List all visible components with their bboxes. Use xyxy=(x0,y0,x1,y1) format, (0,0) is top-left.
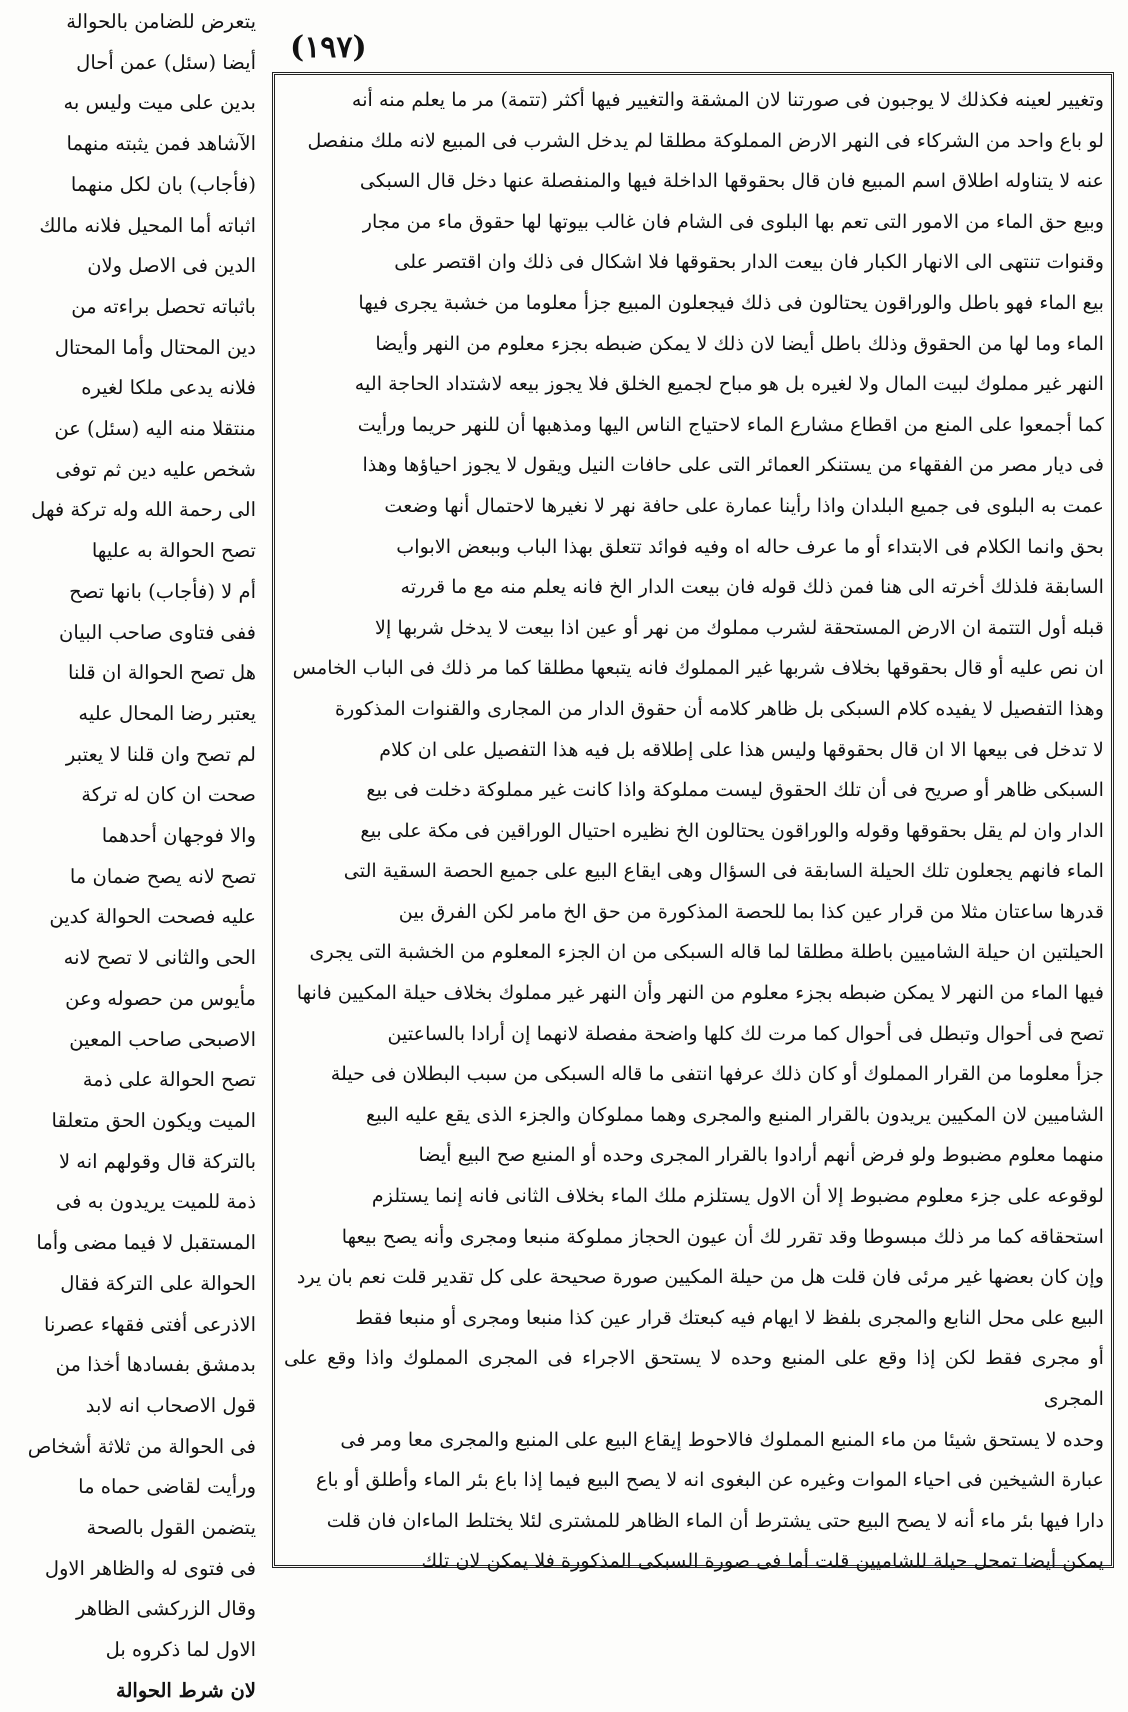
margin-text-line: فى فتوى له والظاهر الاول xyxy=(44,1556,256,1580)
main-text-line: بحق وانما الكلام فى الابتداء أو ما عرف حاله اه وفيه فوائد تتعلق بهذا الباب وببعض الابواب xyxy=(396,534,1104,558)
margin-text-line: فلانه يدعى ملكا لغيره xyxy=(81,376,256,400)
main-text-line: فى ديار مصر من الفقهاء من يستنكر العمائر التى على حافات النيل ويقول لا يجوز احياؤها وهذا xyxy=(362,453,1104,477)
page-number: (۱۹۷) xyxy=(290,30,367,65)
margin-text-line: الاول لما ذكروه بل xyxy=(105,1638,256,1662)
margin-text-line: اثباته أما المحيل فلانه مالك xyxy=(39,213,256,237)
main-text-column xyxy=(284,80,1104,1573)
margin-text-line: وقال الزركشى الظاهر xyxy=(75,1597,256,1621)
main-text-line: عنه لا يتناوله اطلاق اسم المبيع فان قال بحقوقها الداخلة فيها والمنفصلة عنها دخل قال السبكى xyxy=(359,169,1104,193)
margin-text-line: الآشاهد فمن يثبته منهما xyxy=(66,132,256,156)
margin-text-line: الى رحمة الله وله تركة فهل xyxy=(31,498,256,522)
margin-text-line: أيضا (سئل) عمن أحال xyxy=(76,50,256,74)
main-text-line: وبيع حق الماء من الامور التى تعم بها البلوى فى الشام فان غالب بيوتها لها حقوق ماء من مجار xyxy=(362,209,1104,233)
margin-text-line: ورأيت لقاضى حماه ما xyxy=(78,1475,256,1499)
margin-text-line: الدين فى الاصل ولان xyxy=(87,254,256,278)
main-text-line: تصح فى أحوال وتبطل فى أحوال كما مرت لك كلها واضحة مفصلة لانهما إن أرادا بالساعتين xyxy=(387,1021,1104,1045)
margin-commentary-column xyxy=(6,2,256,1702)
main-text-line: منهما معلوم مضبوط ولو فرض أنهم أرادوا بالقرار المجرى وحده أو المنبع صح البيع أيضا xyxy=(418,1143,1104,1167)
main-text-line: كما أجمعوا على المنع من اقطاع مشارع الماء لاحتياج الناس اليها ومذهبها أن للنهر حريما ورأيت xyxy=(357,412,1104,436)
margin-text-line: الاصبحى صاحب المعين xyxy=(69,1027,256,1051)
main-text-line: دارا فيها بئر ماء أنه لا يصح البيع حتى يشترط أن الماء الظاهر للمشترى لئلا يختلط الماءان فان قلت xyxy=(326,1508,1104,1532)
margin-text-line: دين المحتال وأما المحتال xyxy=(54,335,256,359)
main-text-line: وهذا التفصيل لا يفيده كلام السبكى بل ظاهر كلامه أن حقوق الدار من المجارى والقنوات المذكورة xyxy=(334,696,1104,720)
main-text-line: النهر غير مملوك لبيت المال ولا لغيره بل هو مباح لجميع الخلق فلا يجوز بيعه لاشتداد الحاجة اليه xyxy=(354,372,1104,396)
main-text-line: الشاميين لان المكيين يريدون بالقرار المنبع والمجرى وهما مملوكان والجزء الذى يقع عليه البيع xyxy=(365,1102,1104,1126)
margin-text-line: أم لا (فأجاب) بانها تصح xyxy=(69,579,256,603)
main-text-line: أو مجرى فقط لكن إذا وقع على المنبع وحده لا يستحق الاجراء فى المجرى المملوك واذا وقع على المجرى xyxy=(284,1346,1104,1410)
margin-text-line: والا فوجهان أحدهما xyxy=(101,824,256,848)
main-text-line: عبارة الشيخين فى احياء الموات وغيره عن البغوى انه لا يصح البيع فيما إذا باع بئر الماء وأطلق أو باع xyxy=(316,1468,1104,1492)
margin-text-line: الحوالة على التركة فقال xyxy=(60,1271,256,1295)
margin-text-line: هل تصح الحوالة ان قلنا xyxy=(68,661,256,685)
margin-text-line: تصح الحوالة على ذمة xyxy=(82,1068,256,1092)
margin-text-line: شخص عليه دين ثم توفى xyxy=(55,457,256,481)
margin-text-line: الميت ويكون الحق متعلقا xyxy=(51,1108,256,1132)
margin-text-line: لم تصح وان قلنا لا يعتبر xyxy=(65,742,256,766)
main-text-line: الماء وما لها من الحقوق وذلك باطل أيضا لان ذلك لا يمكن ضبطه بجزء معلوم من النهر وأيضا xyxy=(375,331,1104,355)
margin-text-line: بدمشق بفسادها أخذا من xyxy=(55,1353,256,1377)
main-text-line: الدار وان لم يقل بحقوقها وقوله والوراقون يحتالون الخ نظيره احتيال الوراقين فى مكة على بيع xyxy=(360,818,1104,842)
main-text-line: يمكن أيضا تمحل حيلة للشاميين قلت أما فى صورة السبكى المذكورة فلا يمكن لان تلك xyxy=(421,1549,1104,1573)
main-text-line: جزأ معلوما من القرار المملوك أو كان ذلك عرفها انتفى ما قاله السبكى من سبب البطلان فى حيلة xyxy=(330,1062,1104,1086)
margin-text-line: (فأجاب) بان لكل منهما xyxy=(70,172,256,196)
main-text-line: لا تدخل فى بيعها الا ان قال بحقوقها وليس هذا على إطلاقه بل فيه هذا التفصيل على ان كلام xyxy=(379,737,1104,761)
margin-text-line: ذمة للميت يريدون به فى xyxy=(55,1190,256,1214)
margin-text-line: لان شرط الحوالة xyxy=(116,1678,256,1702)
main-text-line: وقنوات تنتهى الى الانهار الكبار فان بيعت الدار بحقوقها فلا اشكال فى ذلك وان اقتصر على xyxy=(394,250,1104,274)
main-text-line: عمت به البلوى فى جميع البلدان واذا رأينا عمارة على حافة نهر لا نغيرها لاحتمال أنها وضعت xyxy=(384,493,1104,517)
main-text-line: لوقوعه على جزء معلوم مضبوط إلا أن الاول يستلزم ملك الماء بخلاف الثانى فانه إنما يستلزم xyxy=(371,1184,1104,1208)
main-text-line: استحقاقه كما مر ذلك مبسوطا وقد تقرر لك أن عيون الحجاز مملوكة منبعا ومجرى وأنه يصح بيعها xyxy=(341,1224,1104,1248)
main-text-line: قبله أول التتمة ان الارض المستحقة لشرب مملوك من نهر أو عين اذا بيعت لا يدخل شربها إلا xyxy=(375,615,1104,639)
margin-text-line: يتعرض للضامن بالحوالة xyxy=(66,10,256,33)
margin-text-line: بالتركة قال وقولهم انه لا xyxy=(58,1149,256,1173)
main-text-line: البيع على محل النابع والمجرى بلفظ لا ايهام فيه كبعتك قرار عين كذا منبعا ومجرى أو منبعا فقط xyxy=(355,1305,1104,1329)
margin-text-line: قول الاصحاب انه لابد xyxy=(85,1393,256,1417)
margin-text-line: فى الحوالة من ثلاثة أشخاص xyxy=(27,1434,256,1458)
margin-text-line: ففى فتاوى صاحب البيان xyxy=(59,620,256,644)
margin-text-line: منتقلا منه اليه (سئل) عن xyxy=(54,417,256,441)
main-text-line: السابقة فلذلك أخرته الى هنا فمن ذلك قوله فان بيعت الدار الخ فانه يعلم منه مع ما قررته xyxy=(400,575,1104,599)
margin-text-line: تصح الحوالة به عليها xyxy=(91,539,256,563)
main-text-line: لو باع واحد من الشركاء فى النهر الارض المملوكة مطلقا لم يدخل الشرب فى المبيع لانه ملك منفصل xyxy=(307,128,1104,152)
margin-text-line: عليه فصحت الحوالة كدين xyxy=(49,905,256,929)
margin-text-line: باثباته تحصل براءته من xyxy=(71,294,256,318)
margin-text-line: تصح لانه يصح ضمان ما xyxy=(69,864,256,888)
main-text-line: بيع الماء فهو باطل والوراقون يحتالون فى ذلك فيجعلون المبيع جزأ معلوما من خشبة يجرى فيها xyxy=(358,290,1104,314)
main-text-line: السبكى ظاهر أو صريح فى أن تلك الحقوق ليست مملوكة واذا كانت غير مملوكة دخلت فى بيع xyxy=(366,778,1104,802)
main-text-line: وتغيير لعينه فكذلك لا يوجبون فى صورتنا لان المشقة والتغيير فيها أكثر (تتمة) مر ما يعلم منه أنه xyxy=(351,88,1104,111)
main-text-line: ان نص عليه أو قال بحقوقها بخلاف شربها غير المملوك فانه يتبعها مطلقا كما مر ذلك فى الباب الخامس xyxy=(292,656,1104,680)
margin-text-line: صحت ان كان له تركة xyxy=(81,783,256,807)
main-text-line: وحده لا يستحق شيئا من ماء المنبع المملوك فالاحوط إيقاع البيع على المنبع والمجرى معا ومر فى xyxy=(340,1427,1104,1451)
main-text-line: قدرها ساعتان مثلا من قرار عين كذا بما للحصة المذكورة من حق الخ مامر لكن الفرق بين xyxy=(398,899,1104,923)
margin-text-line: الاذرعى أفتى فقهاء عصرنا xyxy=(44,1312,256,1336)
main-text-line: فيها الماء من النهر لا يمكن ضبطه بجزء معلوم من النهر وأن النهر غير مملوك بخلاف حيلة المكيين فانها xyxy=(296,981,1104,1005)
margin-text-line: مأيوس من حصوله وعن xyxy=(65,986,256,1010)
main-text-line: وإن كان بعضها غير مرئى فان قلت هل من حيلة المكيين صورة صحيحة على كل تقدير قلت نعم بان يرد xyxy=(296,1265,1104,1289)
main-text-line: الماء فانهم يجعلون تلك الحيلة السابقة فى السؤال وهى ايقاع البيع على جميع الحصة السقية التى xyxy=(343,859,1104,883)
margin-text-line: المستقبل لا فيما مضى وأما xyxy=(36,1231,256,1255)
margin-text-line: يتضمن القول بالصحة xyxy=(86,1516,256,1540)
main-text-line: الحيلتين ان حيلة الشاميين باطلة مطلقا لما قاله السبكى من ان الجزء المعلوم من الخشبة التى يجرى xyxy=(309,940,1104,964)
margin-text-line: يعتبر رضا المحال عليه xyxy=(78,701,256,725)
margin-text-line: الحى والثانى لا تصح لانه xyxy=(63,946,256,970)
margin-text-line: بدين على ميت وليس به xyxy=(63,91,256,115)
